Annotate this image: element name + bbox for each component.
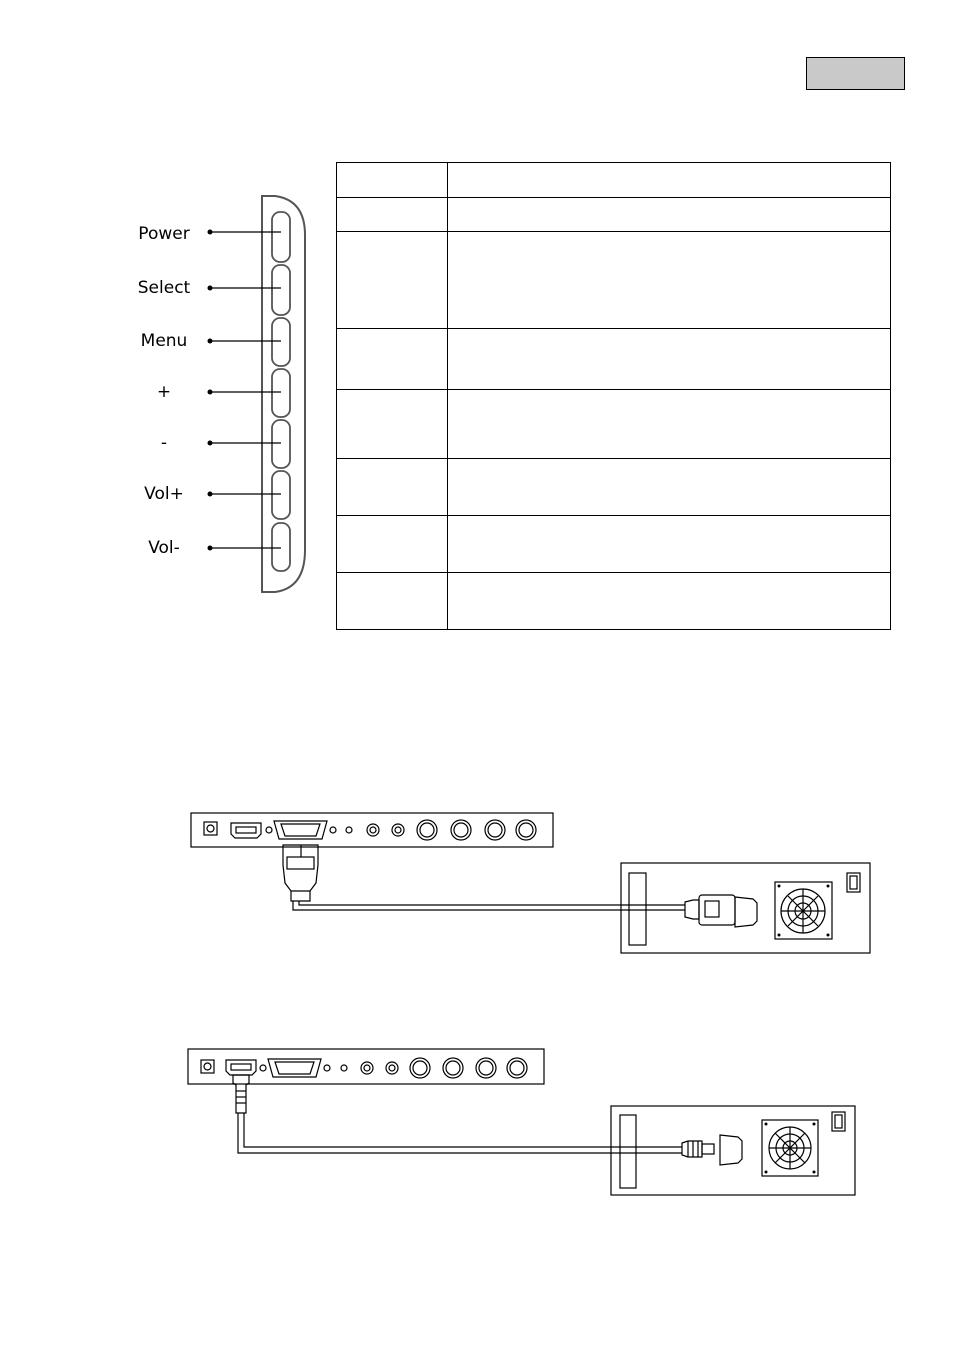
table-cell-description <box>448 573 891 630</box>
button-function-table <box>336 162 891 630</box>
select-key <box>272 265 290 315</box>
hdmi-plug-icon <box>682 1141 702 1157</box>
power-key <box>272 212 290 262</box>
pc-rear-panel <box>621 863 870 953</box>
table-cell-description <box>448 459 891 516</box>
table-cell-description <box>448 198 891 232</box>
menu-label: Menu <box>140 331 188 351</box>
power-label: Power <box>138 224 190 244</box>
table-row <box>337 573 891 630</box>
table-cell-description <box>448 516 891 573</box>
dc-in-port-icon <box>201 1060 214 1073</box>
plus-label: + <box>156 382 172 402</box>
table-cell-description <box>448 329 891 390</box>
hdmi-cable <box>238 1113 682 1153</box>
select-label: Select <box>137 278 191 298</box>
vol-up-label: Vol+ <box>144 484 184 504</box>
table-cell-key <box>337 232 448 329</box>
hdmi-plug-icon <box>233 1075 249 1113</box>
vga-cable <box>293 901 685 910</box>
dc-in-port-icon <box>204 822 217 835</box>
table-cell-key <box>337 329 448 390</box>
table-cell-description <box>448 232 891 329</box>
vga-plug-icon <box>685 900 699 919</box>
minus-label: - <box>160 433 168 453</box>
volume-up-key <box>272 471 290 519</box>
language-tab <box>806 57 905 90</box>
table-cell-key <box>337 163 448 198</box>
table-cell-description <box>448 163 891 198</box>
table-cell-description <box>448 390 891 459</box>
volume-down-key <box>272 523 290 571</box>
table-row <box>337 198 891 232</box>
table-row <box>337 459 891 516</box>
table-cell-key <box>337 516 448 573</box>
vga-port-icon <box>735 897 757 927</box>
table-cell-key <box>337 573 448 630</box>
table-cell-key <box>337 198 448 232</box>
side-button-panel <box>120 190 320 600</box>
minus-key <box>272 420 290 468</box>
vga-connection-diagram <box>185 805 885 960</box>
vol-down-label: Vol- <box>148 538 180 558</box>
monitor-port-strip <box>191 813 553 847</box>
panel-housing <box>262 196 305 592</box>
table-row <box>337 232 891 329</box>
menu-key <box>272 318 290 366</box>
table-row <box>337 163 891 198</box>
plus-key <box>272 369 290 417</box>
table-row <box>337 516 891 573</box>
table-row <box>337 390 891 459</box>
table-row <box>337 329 891 390</box>
vga-port-icon <box>720 1135 742 1165</box>
table-cell-key <box>337 390 448 459</box>
monitor-port-strip <box>188 1049 544 1084</box>
table-cell-key <box>337 459 448 516</box>
hdmi-connection-diagram <box>182 1043 882 1203</box>
